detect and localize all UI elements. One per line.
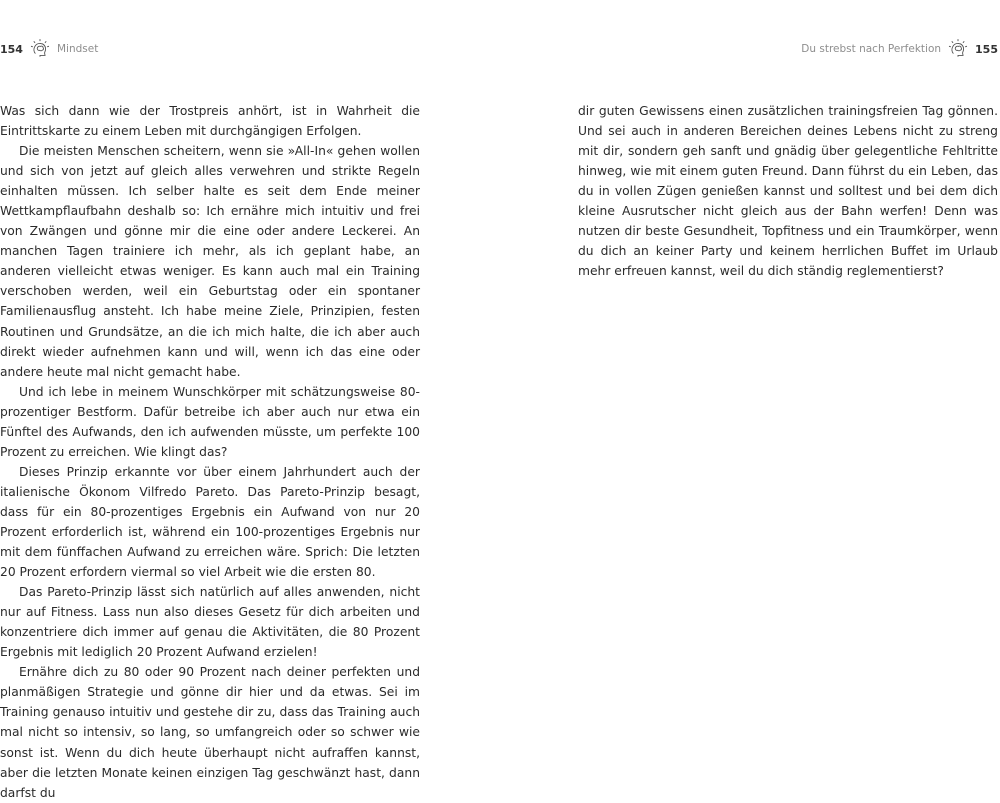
left-page-header (0, 38, 98, 60)
paragraph: Und ich lebe in meinem Wunschkörper mit schätzungsweise 80-prozentiger Bestform. Dafür betreibe ich aber auch nur etwa ein Fünftel des Aufwands, den ich aufwenden müsste, um perfekte 100 Prozent zu erreichen. Wie klingt das? (0, 384, 420, 459)
left-page (0, 0, 500, 800)
paragraph: Dieses Prinzip erkannte vor über einem Jahrhundert auch der italienische Ökonom Vilfredo Pareto. Das Pareto-Prinzip besagt, dass für ein 80-prozentiges Ergebnis ein Aufwand von nur 20 Prozent erforderlich ist, während ein 100-prozentiges Ergebnis nur mit dem fünffachen Aufwand zu erreichen wäre. Sprich: Die letzten 20 Prozent erfordern viermal so viel Arbeit wie die ersten 80. (0, 464, 420, 580)
left-section-title: Mindset (56, 43, 99, 55)
paragraph: dir guten Gewissens einen zusätzlichen trainingsfreien Tag gönnen. Und sei auch in anderen Bereichen deines Lebens nicht zu streng mit dir, sondern geh sanft und gnädig über gelegentliche Fehltritte hinweg, wie mit einem guten Freund. Dann führst du ein Leben, das du in vollen Zügen genießen kannst und solltest und bei dem dich kleine Ausrutscher nicht gleich aus der Bahn werfen! Denn was nutzen dir beste Gesundheit, Topfitness und ein Traumkörper, wenn du dich an keiner Party und keinem herrlichen Buffet im Urlaub mehr erfreuen kannst, weil du dich ständig reglementierst? (578, 104, 998, 279)
brain-head-icon (947, 38, 969, 60)
paragraph: Ernähre dich zu 80 oder 90 Prozent nach deiner perfekten und planmäßigen Strategie und gönne dir hier und da etwas. Sei im Training genauso intuitiv und gestehe dir zu, dass das Training auch mal nicht so intensiv, so lang, so umfangreich oder so schwer wie sonst ist. Wenn du dich heute überhaupt nicht aufraffen kannst, aber die letzten Monate keinen einzigen Tag geschwänzt hast, dann darfst du (0, 665, 420, 800)
left-body-text (0, 101, 420, 803)
right-section-title: Du strebst nach Perfektion (801, 43, 942, 55)
brain-head-icon (29, 38, 51, 60)
right-page-number: 155 (975, 42, 998, 56)
right-page (500, 0, 1000, 800)
paragraph: Das Pareto-Prinzip lässt sich natürlich auf alles anwenden, nicht nur auf Fitness. Lass nun also dieses Gesetz für dich arbeiten und konzentriere dich immer auf genau die Aktivitäten, die 80 Prozent Ergebnis mit lediglich 20 Prozent Aufwand erzielen! (0, 585, 420, 660)
paragraph: Die meisten Menschen scheitern, wenn sie »All-In« gehen wollen und sich von jetzt auf gleich alles verwehren und strikte Regeln einhalten müssen. Ich selber halte es seit dem Ende meiner Wettkampflaufbahn deshalb so: Ich ernähre mich intuitiv und frei von Zwängen und gönne mir die eine oder andere Leckerei. An manchen Tagen trainiere ich mehr, als ich geplant habe, an anderen vielleicht etwas weniger. Es kann auch mal ein Training verschoben werden, weil ein Geburtstag oder ein spontaner Familienausflug ansteht. Ich habe meine Ziele, Prinzipien, festen Routinen und Grundsätze, an die ich mich halte, die ich aber auch direkt wieder aufnehmen kann und will, wenn ich das eine oder andere heute mal nicht gemacht habe. (0, 144, 420, 379)
left-page-number: 154 (0, 42, 23, 56)
right-page-header (801, 38, 998, 60)
right-body-text (578, 101, 998, 281)
paragraph: Was sich dann wie der Trostpreis anhört, ist in Wahrheit die Eintrittskarte zu einem Leben mit durchgängigen Erfolgen. (0, 104, 420, 139)
